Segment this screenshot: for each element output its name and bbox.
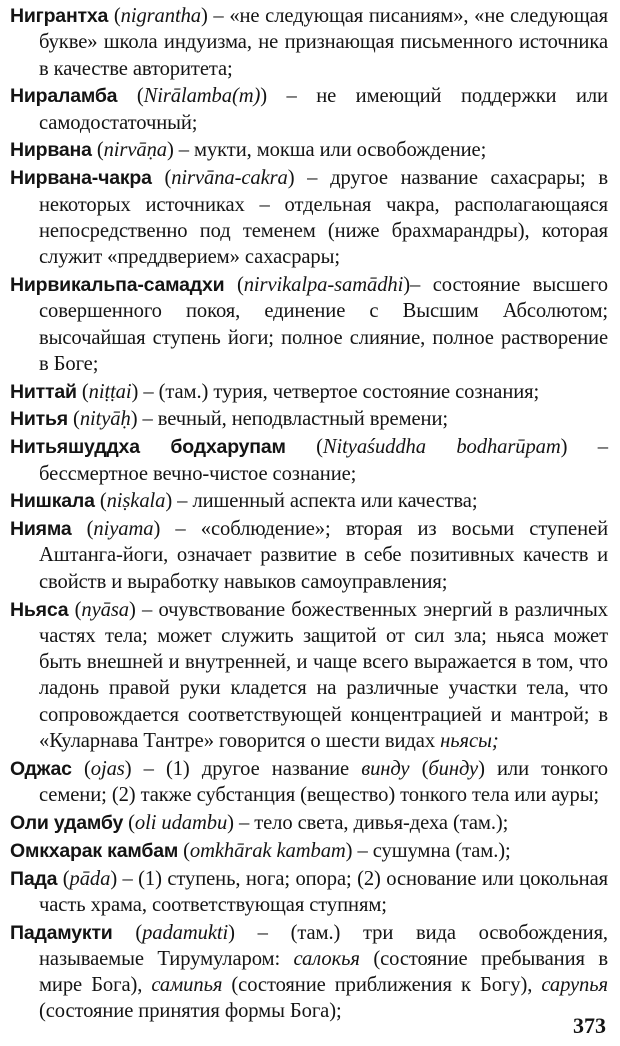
transliteration: nityāḥ: [79, 408, 131, 431]
headword: Нишкала: [10, 490, 95, 513]
definition: (там.) турия, четвертое состояние сознания;: [158, 380, 540, 403]
headword: Нирвана: [10, 139, 92, 162]
definition: тело света, дивья-деха (там.);: [254, 811, 509, 834]
definition: «соблюдение»; вторая из восьми ступеней Аштанга-йоги, означает развитие в себе позитивных качеств и свойств и выработку навыков самоуправления;: [39, 518, 608, 593]
headword: Нигрантха: [10, 5, 109, 27]
headword: Оджас: [10, 757, 72, 780]
dictionary-page: [10, 3, 609, 1023]
definition: (1) другое название: [165, 757, 350, 780]
entry-nirvikalpa-samadhi: Нирвикальпа-самадхи (nirvikalpa-samādhi)– состояние высшего совершенного покоя, единение с Высшим Абсолютом; высочайшая ступень йоги; полное слияние, полное растворение в Боге;: [10, 273, 608, 375]
headword: Нияма: [10, 518, 72, 541]
definition: «не следующая писаниям», «не следующая букве» школа индуизма, не признающая письменного источника в качестве авторитета;: [39, 5, 608, 80]
headword: Падамукти: [10, 921, 113, 944]
headword: Пада: [10, 867, 58, 890]
entry-pada: Пада (pāda) – (1) ступень, нога; опора; (2) основание или цокольная часть храма, соответствующая ступням;: [10, 867, 608, 916]
term: бинду: [428, 757, 479, 780]
definition: лишенный аспекта или качества;: [192, 490, 478, 513]
headword: Нирвикальпа-самадхи: [10, 273, 225, 296]
definition: (там.) три вида освобождения, называемые Тирумуларом:: [39, 921, 608, 970]
entry-nirvana: Нирвана (nirvāṇa) – мукти, мокша или освобождение;: [10, 139, 487, 162]
term: винду: [361, 757, 410, 780]
entry-oli-udambu: Оли удамбу (oli udambu) – тело света, дивья-деха (там.);: [10, 811, 509, 834]
definition: мукти, мокша или освобождение;: [194, 139, 487, 162]
definition: (1) ступень, нога; опора; (2) основание или цокольная часть храма, соответствующая ступням;: [39, 867, 608, 916]
entry-padamukti: Падамукти (padamukti) – (там.) три вида освобождения, называемые Тирумуларом: салокья (состояние пребывания в мире Бога), самипья (состояние приближения к Богу), сарупья (состояние принятия формы Бога);: [10, 921, 608, 1023]
transliteration: niṣkala: [106, 490, 166, 513]
term: салокья: [293, 947, 360, 970]
entry-ojas: Оджас (ojas) – (1) другое название винду (бинду) или тонкого семени; (2) также субстанция (вещество) тонкого тела или ауры;: [10, 757, 609, 807]
transliteration: nirvikalpa-samādhi: [243, 273, 404, 296]
headword: Ньяса: [10, 598, 69, 621]
headword: Оли удамбу: [10, 811, 124, 834]
headword: Ниттай: [10, 380, 77, 403]
definition: (состояние пребывания в мире Бога),: [39, 947, 608, 997]
entry-niyama: Нияма (niyama) – «соблюдение»; вторая из восьми ступеней Аштанга-йоги, означает развитие в себе позитивных качеств и свойств и выработку навыков самоуправления;: [10, 518, 608, 593]
transliteration: niṭṭai: [88, 380, 132, 403]
definition: не имеющий поддержки или самодостаточный;: [39, 85, 608, 134]
entry-nitya: Нитья (nityāḥ) – вечный, неподвластный времени;: [10, 408, 449, 431]
transliteration: Nirālamba(m): [143, 85, 261, 108]
transliteration: niyama: [93, 518, 154, 541]
headword: Нитья: [10, 408, 68, 431]
definition: состояние высшего совершенного покоя, единение с Высшим Абсолютом; высочайшая ступень йоги; полное слияние, полное растворение в Боге;: [39, 273, 608, 375]
entry-nirvana-chakra: Нирвана-чакра (nirvāna-cakra) – другое название сахасрары; в некоторых источниках – отдельная чакра, располагающаяся непосредственно под теменем (ниже брахмарандры), которая служит «преддверием» сахасрары;: [10, 167, 608, 269]
transliteration: nigrantha: [120, 5, 201, 27]
definition: вечный, неподвластный времени;: [157, 408, 449, 431]
term: ньясы;: [440, 730, 499, 753]
headword: Нитьяшуддха бодхарупам: [10, 436, 286, 459]
transliteration: nyāsa: [81, 598, 129, 621]
transliteration: nirvāna-cakra: [171, 167, 288, 190]
term: сарупья: [541, 974, 608, 997]
entry-nittai: Ниттай (niṭṭai) – (там.) турия, четвертое состояние сознания;: [10, 380, 540, 403]
headword: Нираламба: [10, 85, 118, 108]
entry-nigrantha: Нигрантха (nigrantha) – «не следующая писаниям», «не следующая букве» школа индуизма, не признающая письменного источника в качестве авторитета;: [10, 5, 608, 80]
definition: или тонкого семени; (2) также субстанция (вещество) тонкого тела или ауры;: [39, 757, 609, 807]
entry-omkharak-kambam: Омкхарак камбам (omkhārak kambam) – сушумна (там.);: [10, 839, 511, 862]
headword: Омкхарак камбам: [10, 839, 179, 862]
definition: очувствование божественных энергий в различных частях тела; может служить защитой от сил зла; ньяса может быть внешней и внутренней, и чаще всего выражается в том, что ладонь правой руки кладется на различные участки тела, что сопровождается соответствующей концентрацией и мантрой; в «Куларнава Тантре» говорится о шести видах: [39, 598, 608, 753]
transliteration: nirvāṇa: [103, 139, 167, 162]
transliteration: padamukti: [142, 921, 229, 944]
definition: (состояние принятия формы Бога);: [39, 1000, 342, 1023]
definition: бессмертное вечно-чистое сознание;: [39, 462, 357, 485]
entry-nishkala: Нишкала (niṣkala) – лишенный аспекта или качества;: [10, 490, 478, 513]
headword: Нирвана-чакра: [10, 167, 152, 190]
definition: (состояние приближения к Богу),: [231, 974, 533, 997]
transliteration: pāda: [69, 867, 111, 890]
term: самипья: [151, 974, 223, 997]
transliteration: omkhārak kambam: [189, 839, 346, 862]
transliteration: oli udambu: [134, 811, 228, 834]
definition: другое название сахасрары; в некоторых источниках – отдельная чакра, располагающаяся непосредственно под теменем (ниже брахмарандры), которая служит «преддверием» сахасрары;: [39, 167, 608, 269]
entry-niralamba: Нираламба (Nirālamba(m)) – не имеющий поддержки или самодостаточный;: [10, 85, 608, 134]
entry-nityashuddha: Нитьяшуддха бодхарупам (Nityaśuddha bodharūpam) – бессмертное вечно-чистое сознание;: [10, 436, 608, 485]
transliteration: Nityaśuddha bodharūpam: [322, 436, 561, 459]
page-number: 373: [573, 1013, 606, 1038]
entry-nyasa: Ньяса (nyāsa) – очувствование божественных энергий в различных частях тела; может служить защитой от сил зла; ньяса может быть внешней и внутренней, и чаще всего выражается в том, что ладонь правой руки кладется на различные участки тела, что сопровождается соответствующей концентрацией и мантрой; в «Куларнава Тантре» говорится о шести видах ньясы;: [10, 598, 608, 753]
definition: сушумна (там.);: [372, 839, 511, 862]
transliteration: ojas: [90, 757, 125, 780]
